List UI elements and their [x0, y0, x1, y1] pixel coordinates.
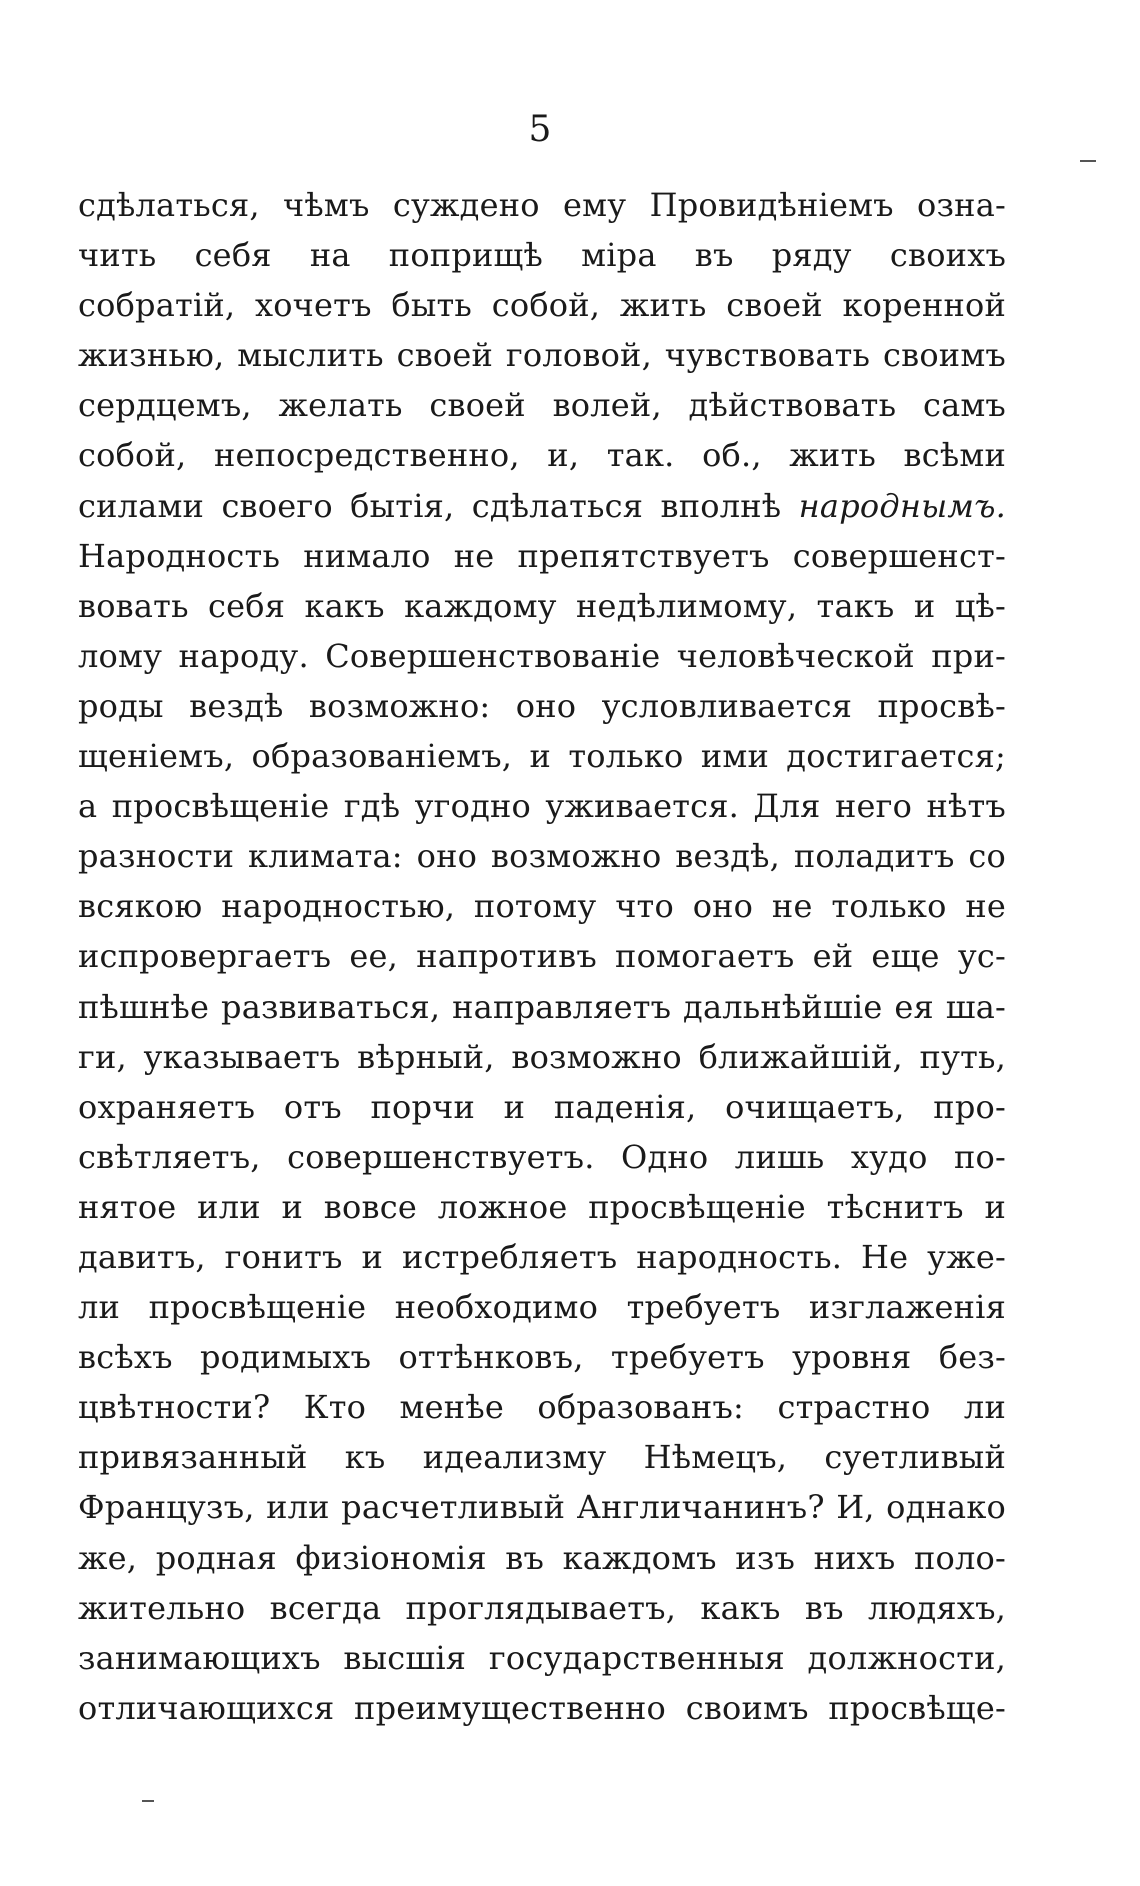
text-line: же, родная физіономія въ каждомъ изъ нихъ поло- [78, 1538, 1006, 1577]
text-line: разности климата: оно возможно вездѣ, поладитъ со [78, 837, 1006, 876]
italic-word: народнымъ. [798, 486, 1006, 525]
text-line: ли просвѣщеніе необходимо требуетъ изглаженія [78, 1288, 1006, 1327]
text-line: ги, указываетъ вѣрный, возможно ближайшій, путь, [78, 1037, 1006, 1076]
scan-speck [1080, 160, 1096, 162]
text-line: жизнью, мыслить своей головой, чувствовать своимъ [78, 336, 1006, 375]
text-line: Народность нимало не препятствуетъ совершенст- [78, 536, 1006, 575]
text-line: собратій, хочетъ быть собой, жить своей коренной [78, 286, 1006, 325]
scan-speck [142, 1800, 154, 1802]
text-line: сдѣлаться, чѣмъ суждено ему Провидѣніемъ озна- [78, 186, 1006, 224]
text-line: Французъ, или расчетливый Англичанинъ? И, однако [78, 1488, 1006, 1527]
text-line: пѣшнѣе развиваться, направляетъ дальнѣйшіе ея ша- [78, 987, 1006, 1026]
text-line: собой, непосредственно, и, так. об., жить всѣми [78, 436, 1006, 475]
text-line: свѣтляетъ, совершенствуетъ. Одно лишь худо по- [78, 1137, 1006, 1176]
text-line: чить себя на поприщѣ міра въ ряду своихъ [78, 236, 1006, 275]
page-number: 5 [528, 109, 552, 150]
text-line: всѣхъ родимыхъ оттѣнковъ, требуетъ уровня без- [78, 1338, 1006, 1377]
text-line: а просвѣщеніе гдѣ угодно уживается. Для него нѣтъ [78, 787, 1006, 826]
body-text [78, 180, 1006, 1733]
text-line: цвѣтности? Кто менѣе образованъ: страстно ли [78, 1388, 1006, 1427]
text-line: охраняетъ отъ порчи и паденія, очищаетъ, про- [78, 1087, 1006, 1126]
text-line: сердцемъ, желать своей волей, дѣйствовать самъ [78, 386, 1006, 425]
text-line: привязанный къ идеализму Нѣмецъ, суетливый [78, 1438, 1006, 1477]
text-line: роды вездѣ возможно: оно условливается просвѣ- [78, 686, 1006, 725]
text-line: испровергаетъ ее, напротивъ помогаетъ ей еще ус- [78, 937, 1006, 976]
text-line-with-italic [78, 481, 1006, 531]
text-line: жительно всегда проглядываетъ, какъ въ людяхъ, [78, 1588, 1006, 1627]
text-line: лому народу. Совершенствованіе человѣческой при- [78, 636, 1006, 675]
text-line: занимающихъ высшія государственныя должности, [78, 1638, 1006, 1677]
text-line: всякою народностью, потому что оно не только не [78, 887, 1006, 926]
text-line: щеніемъ, образованіемъ, и только ими достигается; [78, 737, 1006, 776]
text-line: вовать себя какъ каждому недѣлимому, такъ и цѣ- [78, 586, 1006, 625]
text-line: нятое или и вовсе ложное просвѣщеніе тѣснитъ и [78, 1187, 1006, 1226]
text-line: давитъ, гонитъ и истребляетъ народность. Не уже- [78, 1237, 1006, 1276]
text-segment: силами своего бытія, сдѣлаться вполнѣ [78, 486, 782, 525]
text-line: отличающихся преимущественно своимъ просвѣще- [78, 1688, 1006, 1727]
